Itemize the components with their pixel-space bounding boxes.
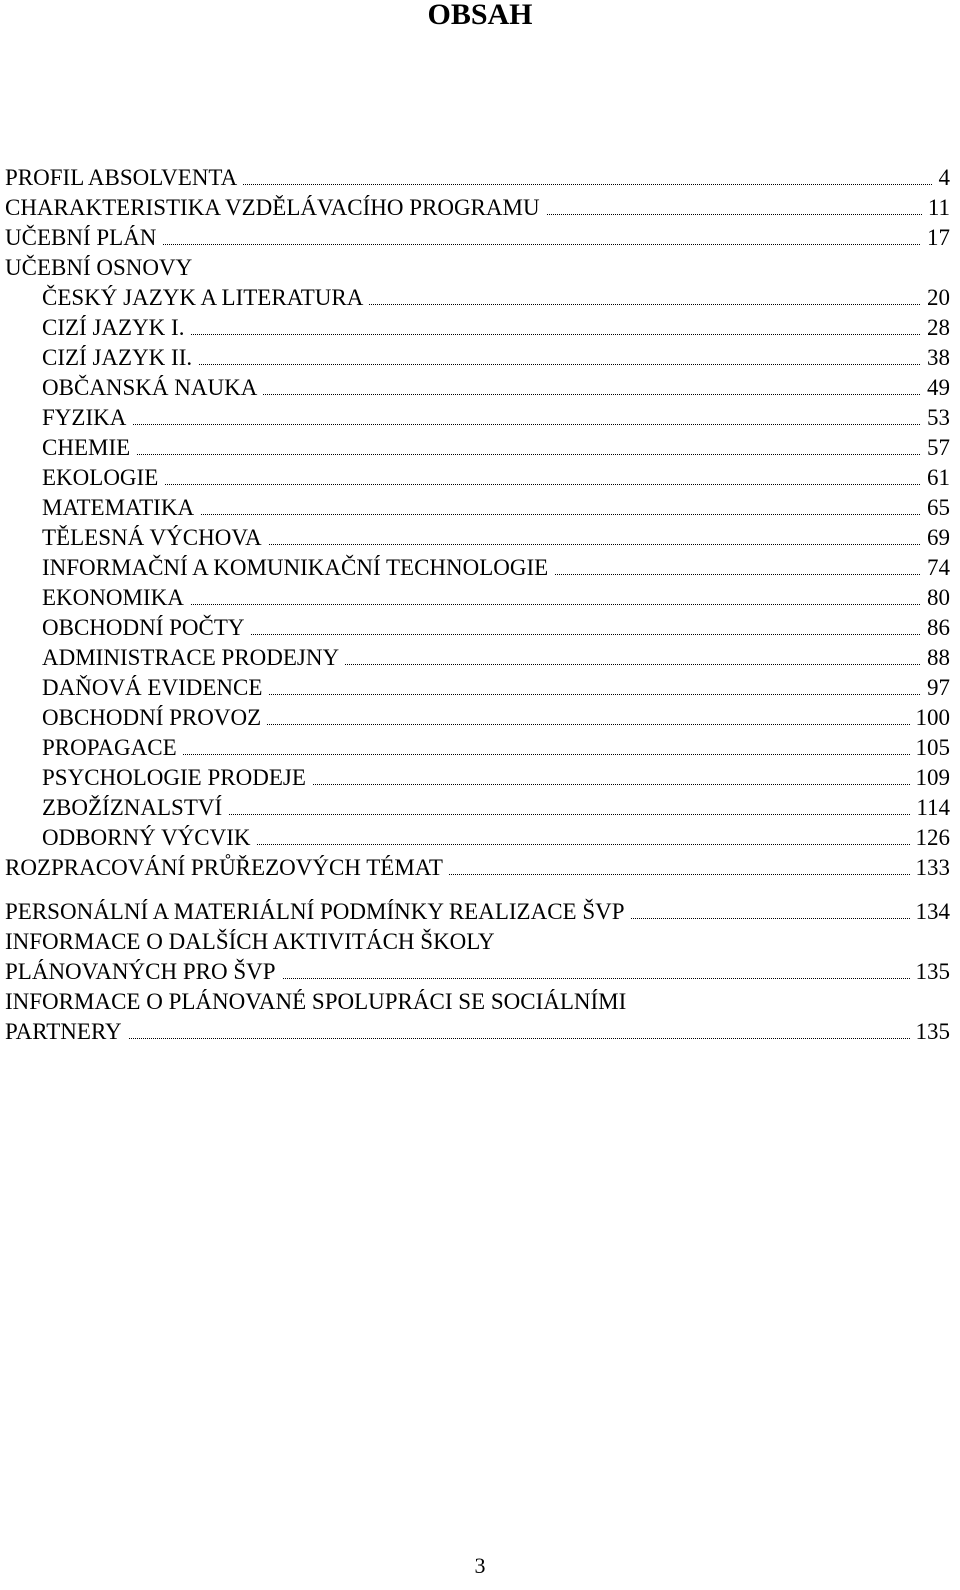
toc-entry[interactable] [5,343,950,373]
toc-entry-label: ROZPRACOVÁNÍ PRŮŘEZOVÝCH TÉMAT [5,855,449,880]
toc-entry-page: 49 [921,373,950,403]
toc-entry-page: 11 [922,193,950,223]
toc-entry[interactable] [5,373,950,403]
toc-entry-page: 53 [921,403,950,433]
toc-entry-page: 20 [921,283,950,313]
toc-entry-label: TĚLESNÁ VÝCHOVA [42,525,268,550]
toc-entry[interactable] [5,703,950,733]
toc-entry-page: 135 [910,957,951,987]
toc-leader-dots [5,1038,950,1039]
toc-entry[interactable] [5,763,950,793]
toc-entry[interactable] [5,433,950,463]
toc-entry-page: 134 [910,897,951,927]
toc-entry-label: MATEMATIKA [42,495,200,520]
toc-entry-label: ZBOŽÍZNALSTVÍ [42,795,228,820]
toc-entry-label: FYZIKA [42,405,132,430]
toc-entry-label: PROPAGACE [42,735,183,760]
toc-leader-dots [42,484,950,485]
toc-entry-page: 109 [910,763,951,793]
toc-entry[interactable] [5,853,950,883]
toc-entry-label: UČEBNÍ PLÁN [5,225,162,250]
toc-entry-label: PARTNERY [5,1019,128,1044]
toc-entry[interactable] [5,283,950,313]
toc-entry-page: 74 [921,553,950,583]
toc-entry-page: 80 [921,583,950,613]
toc-entry-page: 88 [921,643,950,673]
toc-entry[interactable] [5,957,950,987]
toc-entry-label: PERSONÁLNÍ A MATERIÁLNÍ PODMÍNKY REALIZACE ŠVP [5,899,631,924]
toc-entry-page: 100 [910,703,951,733]
table-of-contents [5,163,950,1047]
toc-entry-page: 61 [921,463,950,493]
toc-entry-label: ADMINISTRACE PRODEJNY [42,645,345,670]
toc-entry-label: PROFIL ABSOLVENTA [5,165,243,190]
toc-entry-label: PLÁNOVANÝCH PRO ŠVP [5,959,282,984]
toc-entry[interactable] [5,463,950,493]
toc-entry-label: OBČANSKÁ NAUKA [42,375,263,400]
toc-entry-page: 86 [921,613,950,643]
toc-entry-page: 28 [921,313,950,343]
toc-entry-page: 38 [921,343,950,373]
toc-entry-label: INFORMACE O DALŠÍCH AKTIVITÁCH ŠKOLY [5,929,501,954]
toc-entry-label: INFORMAČNÍ A KOMUNIKAČNÍ TECHNOLOGIE [42,555,554,580]
toc-entry-label: ČESKÝ JAZYK A LITERATURA [42,285,369,310]
toc-entry[interactable] [5,553,950,583]
toc-entry-label: UČEBNÍ OSNOVY [5,255,198,280]
toc-entry[interactable] [5,403,950,433]
toc-entry-label: PSYCHOLOGIE PRODEJE [42,765,312,790]
toc-entry-label: OBCHODNÍ POČTY [42,615,251,640]
toc-entry-label: CIZÍ JAZYK II. [42,345,198,370]
toc-leader-dots [42,454,950,455]
toc-entry-label: EKOLOGIE [42,465,164,490]
toc-entry-page: 65 [921,493,950,523]
toc-entry-label: DAŇOVÁ EVIDENCE [42,675,268,700]
toc-entry-label: OBCHODNÍ PROVOZ [42,705,267,730]
toc-entry[interactable] [5,897,950,927]
toc-entry-label: CHARAKTERISTIKA VZDĚLÁVACÍHO PROGRAMU [5,195,546,220]
toc-entry[interactable] [5,823,950,853]
toc-leader-dots [42,424,950,425]
page-title: OBSAH [427,0,533,31]
toc-entry-page: 97 [921,673,950,703]
toc-entry[interactable] [5,643,950,673]
toc-entry[interactable] [5,927,950,957]
toc-entry-page: 114 [910,793,950,823]
toc-entry-label: ODBORNÝ VÝCVIK [42,825,257,850]
toc-entry-page: 105 [910,733,951,763]
toc-spacer [5,883,950,897]
toc-entry[interactable] [5,313,950,343]
toc-entry[interactable] [5,673,950,703]
toc-entry-page: 135 [910,1017,951,1047]
toc-entry[interactable] [5,733,950,763]
toc-entry[interactable] [5,493,950,523]
toc-entry[interactable] [5,613,950,643]
toc-entry[interactable] [5,793,950,823]
toc-entry-page: 133 [910,853,951,883]
toc-entry-page: 69 [921,523,950,553]
toc-entry[interactable] [5,253,950,283]
toc-entry-page: 17 [921,223,950,253]
toc-entry[interactable] [5,523,950,553]
page-number: 3 [474,1553,486,1578]
toc-entry-label: CIZÍ JAZYK I. [42,315,190,340]
toc-entry[interactable] [5,1017,950,1047]
toc-entry-page: 57 [921,433,950,463]
toc-entry-label: EKONOMIKA [42,585,190,610]
toc-entry[interactable] [5,583,950,613]
toc-entry-page: 126 [910,823,951,853]
toc-entry-label: CHEMIE [42,435,136,460]
toc-entry[interactable] [5,987,950,1017]
toc-entry-page: 4 [933,163,951,193]
toc-entry-label: INFORMACE O PLÁNOVANÉ SPOLUPRÁCI SE SOCIÁLNÍMI [5,989,632,1014]
toc-entry[interactable] [5,163,950,193]
toc-entry[interactable] [5,223,950,253]
toc-entry[interactable] [5,193,950,223]
